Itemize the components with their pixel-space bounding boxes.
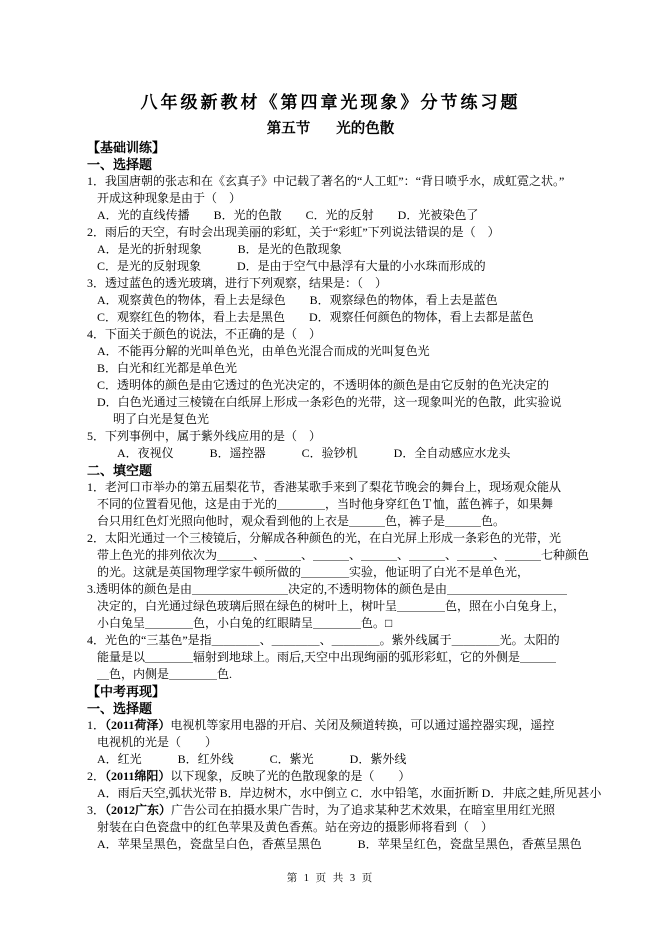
document-title: 八年级新教材《第四章光现象》分节练习题 (140, 93, 521, 112)
section-heading (87, 156, 647, 173)
text-run: A．是光的折射现象 B．是光的色散现象 (97, 242, 342, 256)
text-run: A．夜视仪 B．遥控器 C．验钞机 D．全自动感应水龙头 (117, 446, 511, 460)
text-run: 明了白光是复色光 (113, 412, 210, 426)
document-body (87, 139, 647, 853)
text-line (87, 224, 647, 241)
text-run: 2．雨后的天空，有时会出现美丽的彩虹，关于“彩虹”下列说法错误的是（ ） (87, 225, 500, 239)
text-run: 台只用红色灯光照向他时，观众看到他的上衣是＿＿＿色，裤子是＿＿＿色。 (97, 514, 506, 528)
text-run: 5．下列事例中，属于紫外线应用的是（ ） (87, 429, 322, 443)
text-run: （2011绵阳） (105, 769, 171, 783)
text-run: 决定的，白光通过绿色玻璃后照在绿色的树叶上，树叶呈＿＿＿＿色，照在小白兔身上， (97, 599, 566, 613)
text-run: 二、填空题 (87, 463, 153, 478)
text-run: 【中考再现】 (87, 684, 166, 699)
text-line (87, 275, 647, 292)
text-line (87, 173, 647, 190)
text-run: 1．老河口市举办的第五届梨花节，香港某歌手来到了梨花节晚会的舞台上，现场观众能从 (87, 480, 562, 494)
text-line (87, 241, 647, 258)
text-run: （2011荷泽） (105, 718, 171, 732)
text-run: 射装在白色瓷盘中的红色苹果及黄色香蕉。站在旁边的摄影师将看到（ ） (97, 820, 494, 834)
text-line (87, 394, 647, 411)
text-run: 带上色光的排列依次为＿＿＿、＿＿＿、＿＿＿、＿＿＿、＿＿＿、＿＿＿、＿＿＿七种颜色 (97, 548, 590, 562)
text-run: 电视机等家用电器的开启、关闭及频道转换，可以通过遥控器实现，遥控 (170, 718, 555, 732)
text-run: （2012广东） (105, 803, 172, 817)
text-line (87, 513, 647, 530)
text-line (87, 836, 647, 853)
text-line (87, 768, 647, 785)
text-run: 3.透明体的颜色是由＿＿＿＿＿＿＿＿决定的,不透明物体的颜色是由＿＿＿＿＿＿＿＿＿＿ (87, 582, 568, 596)
text-run: 2． (87, 769, 106, 783)
text-line (87, 428, 647, 445)
text-line (87, 717, 647, 734)
text-line (87, 258, 647, 275)
text-run: 4．光色的“三基色”是指＿＿＿＿、＿＿＿＿、＿＿＿＿。紫外线属于＿＿＿＿光。太阳的 (87, 633, 560, 647)
text-run: 电视机的光是（ ） (97, 735, 218, 749)
text-run: A．红光 B．红外线 C．紫光 D．紫外线 (97, 752, 407, 766)
text-line (87, 530, 647, 547)
section-heading (87, 683, 647, 700)
text-line (87, 666, 647, 683)
section-title (0, 117, 661, 138)
text-line (87, 207, 647, 224)
text-line (87, 343, 647, 360)
text-run: C．透明体的颜色是由它透过的色光决定的，不透明体的颜色是由它反射的色光决定的 (97, 378, 550, 392)
text-run: ＿色，内侧是＿＿＿＿色. (97, 667, 233, 681)
text-run: 1．我国唐朝的张志和在《玄真子》中记载了著名的“人工虹”：“背日喷乎水，成虹霓之状。” (87, 174, 565, 188)
text-run: 4．下面关于颜色的说法，不正确的是（ ） (87, 327, 322, 341)
text-run: 3．透过蓝色的透光玻璃，进行下列观察，结果是：（ ） (87, 276, 388, 290)
text-run: 一、选择题 (87, 701, 153, 716)
text-run: A．雨后天空,弧状光带 B．岸边树木，水中倒立 C．水中铅笔，水面折断 D．井底之蛙,所见甚小 (97, 786, 602, 800)
text-line (87, 479, 647, 496)
text-run: 能量是以＿＿＿＿辐射到地球上。雨后,天空中出现绚丽的弧形彩虹，它的外侧是＿＿＿ (97, 650, 557, 664)
text-run: C．是光的反射现象 D．是由于空气中悬浮有大量的小水珠而形成的 (97, 259, 486, 273)
text-run: B．白光和红光都是单色光 (97, 361, 238, 375)
text-line (87, 309, 647, 326)
section-number: 第五节 (266, 121, 311, 137)
text-run: 一、选择题 (87, 157, 153, 172)
text-run: 小白兔呈＿＿＿＿色，小白兔的红眼睛呈＿＿＿＿色。□ (97, 616, 393, 630)
text-line (87, 445, 647, 462)
text-line (87, 292, 647, 309)
text-run: 开成这种现象是由于（ ） (97, 191, 242, 205)
text-run: 【基础训练】 (87, 140, 166, 155)
text-run: A．不能再分解的光叫单色光，由单色光混合而成的光叫复色光 (97, 344, 430, 358)
text-line (87, 819, 647, 836)
text-run: 1． (87, 718, 106, 732)
text-line (87, 547, 647, 564)
section-heading (87, 700, 647, 717)
text-line (87, 785, 647, 802)
text-run: 2．太阳光通过一个三棱镜后，分解成各种颜色的光，在白光屏上形成一条彩色的光带，光 (87, 531, 562, 545)
text-line (87, 802, 647, 819)
page-footer: 第 1 页 共 3 页 (286, 873, 375, 884)
text-line (87, 615, 647, 632)
text-run: 以下现象，反映了光的色散现象的是（ ） (170, 769, 411, 783)
text-line (87, 411, 647, 428)
text-line (87, 360, 647, 377)
text-run: A．光的直线传播 B．光的色散 C．光的反射 D．光被染色了 (97, 208, 479, 222)
section-heading (87, 139, 647, 156)
text-line (87, 326, 647, 343)
section-name: 光的色散 (336, 121, 395, 137)
section-heading (87, 462, 647, 479)
text-run: A．观察黄色的物体，看上去是绿色 B．观察绿色的物体，看上去是蓝色 (97, 293, 498, 307)
text-run: 不同的位置看见他，这是由于光的＿＿＿＿，当时他身穿红色Ｔ恤，蓝色裤子，如果舞 (97, 497, 554, 511)
text-line (87, 377, 647, 394)
text-run: 3． (87, 803, 106, 817)
text-run: D．白色光通过三棱镜在白纸屏上形成一条彩色的光带，这一现象叫光的色散，此实验说 (97, 395, 562, 409)
text-line (87, 598, 647, 615)
text-line (87, 581, 647, 598)
text-line (87, 734, 647, 751)
text-run: 广告公司在拍摄水果广告时，为了追求某种艺术效果，在暗室里用红光照 (171, 803, 556, 817)
text-line (87, 751, 647, 768)
text-run: C．观察红色的物体，看上去是黑色 D．观察任何颜色的物体，看上去都是蓝色 (97, 310, 534, 324)
text-run: A．苹果呈黑色，瓷盘呈白色，香蕉呈黑色 B．苹果呈红色，瓷盘呈黑色，香蕉呈黑色 (97, 837, 582, 851)
text-line (87, 496, 647, 513)
text-line (87, 564, 647, 581)
text-run: 的光。这就是英国物理学家牛顿所做的＿＿＿＿实验，他证明了白光不是单色光， (97, 565, 530, 579)
text-line (87, 632, 647, 649)
text-line (87, 649, 647, 666)
text-line (87, 190, 647, 207)
